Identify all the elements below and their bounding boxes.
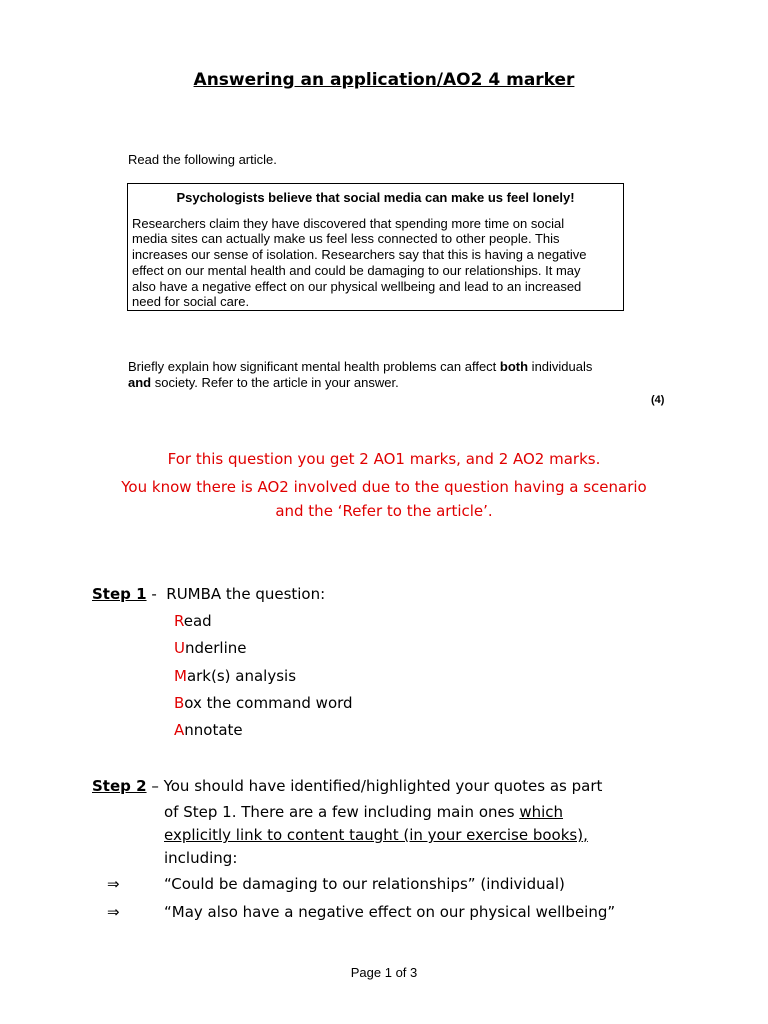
rumba-letter: B: [174, 694, 185, 712]
step2-text: – You should have identified/highlighted your quotes as part: [146, 777, 603, 795]
step2-text: of Step 1. There are a few including main ones: [164, 803, 520, 821]
note-line: For this question you get 2 AO1 marks, and 2 AO2 marks.: [167, 450, 601, 468]
arrow-icon: ⇒: [107, 875, 120, 893]
rumba-rest: ox the command word: [184, 694, 353, 712]
question-part: society. Refer to the article in your answer.: [151, 374, 399, 390]
article-box: [127, 183, 624, 311]
rumba-item: [174, 721, 243, 739]
question-emphasis: both: [499, 359, 529, 374]
step1-text: RUMBA the question:: [166, 585, 326, 603]
page-footer: Page 1 of 3: [350, 965, 418, 980]
question-emphasis: and: [128, 374, 152, 390]
question-part: Briefly explain how significant mental health problems can affect: [128, 359, 500, 374]
step2-comma: ,: [583, 826, 588, 844]
rumba-item: [174, 694, 353, 712]
article-line: increases our sense of isolation. Researchers say that this is having a negative: [132, 247, 587, 263]
step1-separator: -: [146, 585, 167, 603]
rumba-item: [174, 612, 212, 630]
step2-underlined: which: [519, 803, 564, 821]
rumba-item: [174, 639, 246, 657]
step2-heading: [92, 777, 602, 795]
arrow-icon: ⇒: [107, 903, 120, 921]
article-heading: Psychologists believe that social media can make us feel lonely!: [176, 190, 575, 205]
step2-underlined: explicitly link to content taught (in your exercise books): [164, 826, 584, 844]
quote-item: “May also have a negative effect on our physical wellbeing”: [164, 903, 616, 921]
question-part: individuals: [528, 359, 593, 374]
step2-line: [164, 803, 563, 821]
rumba-letter: A: [174, 721, 185, 739]
article-line: also have a negative effect on our physical wellbeing and lead to an increased: [132, 278, 582, 294]
rumba-letter: U: [174, 639, 185, 657]
article-line: need for social care.: [132, 294, 250, 310]
step2-line: including:: [164, 849, 238, 867]
step2-line: [164, 826, 588, 844]
article-line: Researchers claim they have discovered that spending more time on social: [132, 215, 565, 231]
step2-label: Step 2: [92, 777, 147, 795]
step1-heading: [92, 585, 325, 603]
note-line: and the ‘Refer to the article’.: [275, 502, 493, 520]
rumba-letter: R: [174, 612, 184, 630]
rumba-item: [174, 667, 296, 685]
rumba-rest: ark(s) analysis: [186, 667, 297, 685]
step1-label: Step 1: [92, 585, 147, 603]
rumba-rest: nderline: [184, 639, 247, 657]
rumba-rest: nnotate: [184, 721, 243, 739]
question-text: [128, 359, 648, 390]
note-line: You know there is AO2 involved due to the question having a scenario: [121, 478, 647, 496]
quote-item: “Could be damaging to our relationships” (individual): [164, 875, 565, 893]
rumba-letter: M: [174, 667, 187, 685]
rumba-rest: ead: [183, 612, 212, 630]
article-line: media sites can actually make us feel less connected to other people. This: [132, 231, 560, 247]
article-line: effect on our mental health and could be damaging to our relationships. It may: [132, 262, 581, 278]
page-title: Answering an application/AO2 4 marker: [193, 70, 575, 90]
intro-text: Read the following article.: [128, 152, 277, 167]
question-marks: (4): [651, 394, 665, 406]
